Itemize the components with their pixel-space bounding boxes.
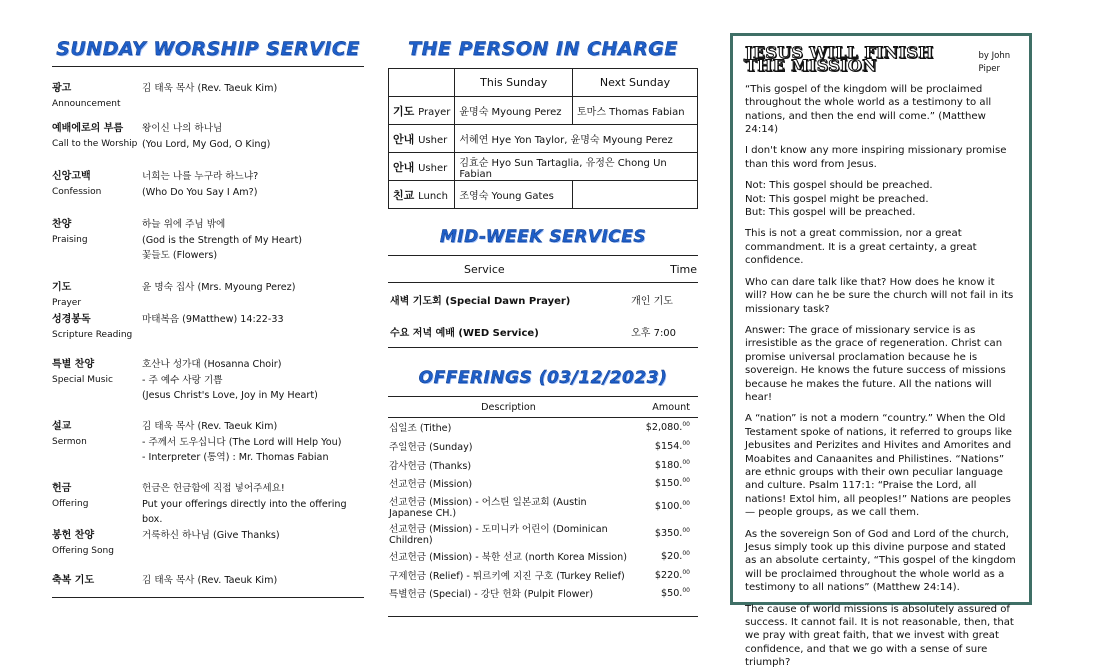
worship-row [52, 312, 364, 357]
midweek-row [388, 283, 698, 316]
worship-value: 김 태욱 목사 (Rev. Taeuk Kim) [142, 83, 278, 94]
offering-cents: 00 [682, 439, 690, 447]
offering-row [388, 437, 698, 456]
worship-label-ko: 특별 찬양 [52, 359, 95, 370]
essay-title: JESUS WILL FINISH THE MISSION [745, 43, 934, 76]
worship-bottom-rule [52, 597, 364, 598]
charge-header-row [389, 69, 698, 97]
role-ko: 기도 [393, 104, 415, 118]
offering-amount: $180. [654, 459, 683, 471]
col-time: Time [670, 262, 697, 276]
offering-amount: $350. [654, 528, 683, 540]
worship-label-ko: 축복 기도 [52, 575, 95, 586]
worship-label-ko: 예배에로의 부름 [52, 123, 124, 134]
offering-desc: 구제헌금 (Relief) - 튀르키예 지진 구호 (Turkey Relief) [389, 570, 625, 582]
worship-row [52, 217, 364, 280]
offering-row [388, 565, 698, 584]
role-ko: 안내 [393, 160, 415, 174]
role-ko: 안내 [393, 132, 415, 146]
worship-label-en: Call to the Worship [52, 138, 138, 149]
offering-cents: 00 [682, 568, 690, 576]
worship-section [52, 0, 364, 598]
essay-paragraph: This is not a great commission, nor a great commandment. It is a great certainty, a great confidence. [745, 228, 977, 267]
role-en: Usher [418, 162, 448, 174]
worship-list [52, 81, 364, 595]
col-description: Description [481, 401, 536, 413]
offering-desc: 감사헌금 (Thanks) [389, 460, 472, 472]
worship-row [52, 528, 364, 573]
this-sunday-person: 윤명숙 Myoung Perez [455, 97, 573, 125]
offering-desc: 십일조 (Tithe) [389, 423, 452, 435]
worship-value: 왕이신 나의 하나님 (You Lord, My God, O King) [142, 123, 271, 150]
worship-row [52, 357, 364, 419]
essay-paragraph: Not: This gospel should be preached. Not: This gospel might be preached. But: This gospel will be preached. [745, 180, 933, 219]
essay-paragraph: A “nation” is not a modern “country.” When the Old Testament spoke of nations, it referred to groups like Jebusites and Perizites and Hivites and Amorites and Moabites and Canaanites and Philistines. “Nations” are ethnic groups with their own peculiar language and culture. Psalm 117:1: “Praise the Lord, all nations! Extol him, all peoples!” Nations are peoples — people groups, as we call them. [745, 413, 1012, 519]
offering-desc: 주일헌금 (Sunday) [389, 442, 473, 454]
offering-cents: 00 [682, 527, 690, 535]
offering-cents: 00 [682, 421, 690, 429]
offerings-table [388, 396, 698, 617]
service-time: 개인 기도 [631, 295, 673, 307]
worship-row [52, 419, 364, 481]
worship-label-en: Announcement [52, 98, 121, 109]
offering-amount: $154. [654, 441, 683, 453]
role-en: Prayer [418, 106, 451, 118]
worship-label-en: Sermon [52, 436, 87, 447]
service-time: 오후 7:00 [631, 327, 677, 339]
offering-amount: $150. [654, 478, 683, 490]
this-sunday-person: 서혜연 Hye Yon Taylor, 윤명숙 Myoung Perez [455, 125, 698, 153]
offerings-header-row [388, 397, 698, 418]
worship-row [52, 169, 364, 217]
midweek-row [388, 315, 698, 348]
offering-row [388, 547, 698, 566]
offering-row [388, 455, 698, 474]
middle-column [388, 0, 698, 617]
offering-desc: 선교헌금 (Mission) - 북한 선교 (north Korea Mission) [389, 552, 627, 564]
charge-row [389, 97, 698, 125]
worship-label-ko: 광고 [52, 83, 72, 94]
worship-value: 너희는 나를 누구라 하느냐? (Who Do You Say I Am?) [142, 171, 259, 198]
offering-amount: $220. [654, 569, 683, 581]
col-next-sunday: Next Sunday [573, 69, 698, 97]
col-this-sunday: This Sunday [455, 69, 573, 97]
worship-title: SUNDAY WORSHIP SERVICE [56, 38, 360, 60]
essay-byline: by John Piper [978, 51, 1011, 75]
charge-row [389, 125, 698, 153]
essay-paragraph: As the sovereign Son of God and Lord of the church, Jesus simply took up this divine purpose and stated as an absolute certainty, “This gospel of the kingdom will be proclaimed throughout the whole world as a testimony to all nations” (Matthew 24:14). [745, 528, 1016, 594]
essay-paragraph: Answer: The grace of missionary service is as irresistible as the grace of regeneration. Christ can promise universal proclamation because he is sovereign. He knows the future success of missions because he makes the future. All the nations will hear! [745, 324, 1006, 403]
worship-value: 김 태욱 목사 (Rev. Taeuk Kim) - 주께서 도우십니다 (The Lord will Help You) - Interpreter (통역) : Mr. Thomas Fabian [142, 421, 342, 463]
offering-desc: 선교헌금 (Mission) - 어스틴 일본교회 (Austin Japanese CH.) [389, 496, 587, 519]
role-en: Lunch [418, 190, 449, 202]
essay-paragraph: The cause of world missions is absolutely assured of success. It cannot fail. It is not reasonable, then, that we pray with great faith, that we invest with great confidence, and that we go with a sense of sure triumph? [745, 603, 1014, 669]
essay-paragraph: “This gospel of the kingdom will be proclaimed throughout the whole world as a testimony to all nations, and then the end will come.” (Matthew 24:14) [745, 83, 992, 136]
worship-row [52, 280, 364, 312]
service-name: 새벽 기도회 (Special Dawn Prayer) [390, 295, 571, 307]
midweek-table [388, 255, 698, 348]
offering-row [388, 418, 698, 437]
worship-label-ko: 설교 [52, 421, 72, 432]
essay-body [733, 36, 1029, 670]
this-sunday-person: 김효순 Hyo Sun Tartaglia, 유정은 Chong Un Fabian [455, 153, 698, 181]
worship-value: 호산나 성가대 (Hosanna Choir) - 주 예수 사랑 기쁨 (Jesus Christ's Love, Joy in My Heart) [142, 359, 318, 401]
role-en: Usher [418, 134, 448, 146]
offering-desc: 선교헌금 (Mission) - 도미니카 어린이 (Dominican Children) [389, 523, 608, 546]
worship-value: 마태복음 (9Matthew) 14:22-33 [142, 314, 284, 325]
charge-title: THE PERSON IN CHARGE [408, 38, 678, 60]
charge-table [388, 68, 698, 209]
essay-header [745, 43, 1017, 77]
worship-label-ko: 성경봉독 [52, 314, 91, 325]
worship-label-en: Offering Song [52, 545, 114, 556]
worship-value: 거룩하신 하나님 (Give Thanks) [142, 530, 280, 541]
worship-label-en: Scripture Reading [52, 329, 133, 340]
offering-row [388, 493, 698, 520]
offering-row [388, 584, 698, 616]
offering-row [388, 520, 698, 547]
offering-cents: 00 [682, 550, 690, 557]
offering-amount: $100. [654, 501, 683, 513]
this-sunday-person: 조영숙 Young Gates [455, 181, 573, 209]
next-sunday-person [573, 181, 698, 209]
worship-label-ko: 헌금 [52, 483, 72, 494]
offering-amount: $2,080. [645, 422, 683, 434]
service-name: 수요 저녁 예배 (WED Service) [390, 327, 539, 339]
worship-label-en: Prayer [52, 297, 82, 308]
col-amount: Amount [652, 401, 690, 413]
worship-value: 헌금은 헌금함에 직접 넣어주세요! Put your offerings directly into the offering box. [142, 483, 347, 525]
charge-row [389, 153, 698, 181]
next-sunday-person: 토마스 Thomas Fabian [573, 97, 698, 125]
worship-label-ko: 기도 [52, 282, 72, 293]
midweek-header-row [388, 256, 698, 283]
offering-cents: 00 [682, 587, 690, 595]
worship-row [52, 481, 364, 528]
offering-desc: 선교헌금 (Mission) [389, 479, 473, 491]
offering-cents: 00 [682, 477, 690, 485]
essay-paragraph: Who can dare talk like that? How does he know it will? How can he be sure the church will not fail in its missionary task? [745, 276, 1014, 315]
col-service: Service [464, 262, 505, 276]
offering-row [388, 474, 698, 493]
worship-value: 하늘 위에 주님 밖에 (God is the Strength of My Heart) 꽃들도 (Flowers) [142, 219, 302, 261]
offering-cents: 00 [682, 458, 690, 466]
worship-label-ko: 신앙고백 [52, 171, 91, 182]
offerings-title: OFFERINGS (03/12/2023) [418, 368, 668, 388]
worship-label-en: Offering [52, 498, 89, 509]
worship-label-ko: 찬양 [52, 219, 72, 230]
offering-desc: 특별헌금 (Special) - 강단 헌화 (Pulpit Flower) [389, 589, 594, 601]
worship-label-ko: 봉헌 찬양 [52, 530, 95, 541]
midweek-title: MID-WEEK SERVICES [439, 227, 647, 247]
worship-label-en: Special Music [52, 374, 113, 385]
worship-label-en: Praising [52, 234, 88, 245]
worship-value: 윤 명숙 집사 (Mrs. Myoung Perez) [142, 282, 296, 293]
worship-value: 김 태욱 목사 (Rev. Taeuk Kim) [142, 575, 278, 586]
essay-paragraph: I don't know any more inspiring missionary promise than this word from Jesus. [745, 145, 1007, 170]
offering-cents: 00 [682, 500, 690, 508]
worship-row [52, 81, 364, 121]
charge-row [389, 181, 698, 209]
worship-label-en: Confession [52, 186, 102, 197]
worship-rule [52, 66, 364, 67]
offering-amount: $50. [660, 588, 683, 600]
worship-row [52, 573, 364, 595]
worship-row [52, 121, 364, 169]
offering-amount: $20. [660, 551, 683, 563]
role-ko: 친교 [393, 188, 415, 202]
essay-box [730, 33, 1032, 669]
